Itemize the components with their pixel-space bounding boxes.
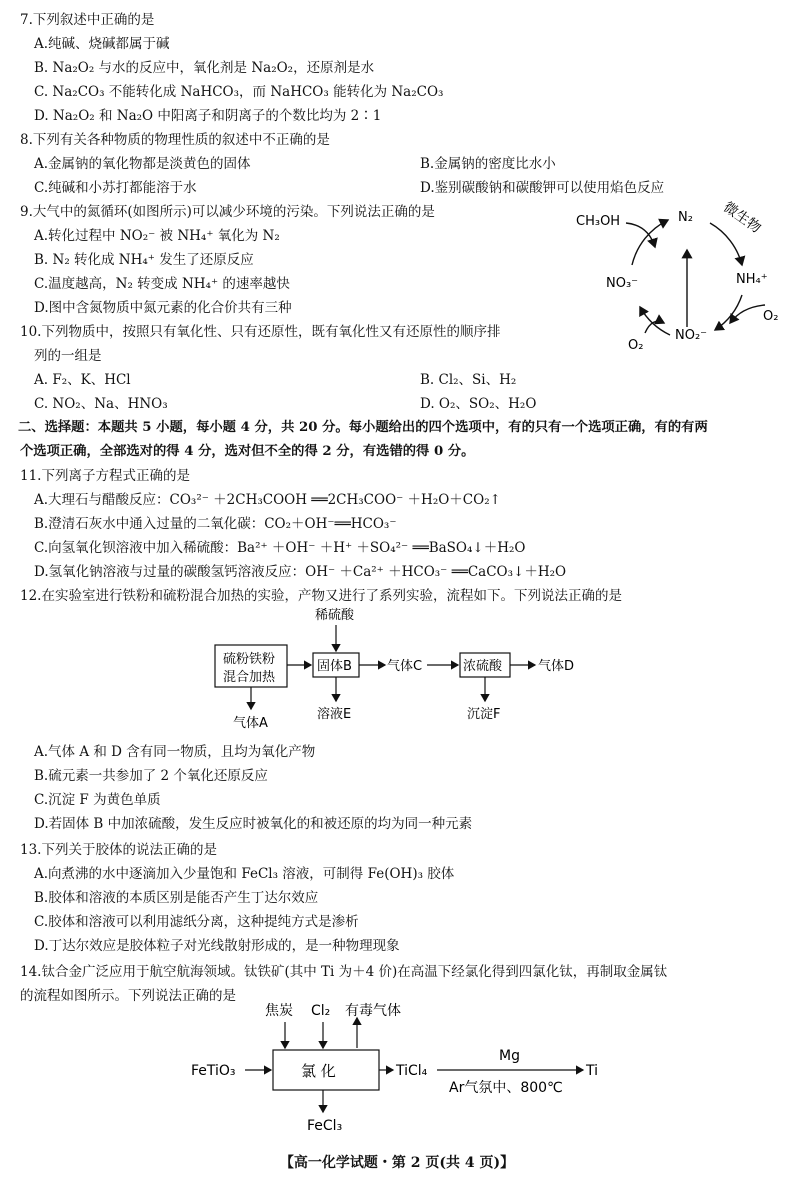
q11-option-b: B.澄清石灰水中通入过量的二氧化碳：CO₂＋OH⁻══HCO₃⁻ — [34, 516, 397, 532]
page-footer: 【高一化学试题・第 2 页(共 4 页)】 — [279, 1155, 515, 1171]
label-box1-line1: 硫粉铁粉 — [223, 652, 276, 667]
q14-stem-line1: 14.钛合金广泛应用于航空航海领域。钛铁矿(其中 Ti 为＋4 价)在高温下经氯化得到四氯化钛，再制取金属钛 — [20, 964, 668, 980]
q10-option-a: A. F₂、K、HCl — [34, 372, 131, 388]
label-precip-f: 沉淀F — [467, 707, 501, 722]
q8-option-b: B.金属钠的密度比水小 — [420, 156, 556, 172]
label-ti: Ti — [586, 1063, 599, 1079]
q11-option-c: C.向氢氧化钡溶液中加入稀硫酸：Ba²⁺ ＋OH⁻ ＋H⁺ ＋SO₄²⁻ ══BaSO₄↓＋H₂O — [34, 540, 526, 556]
q8-stem: 8.下列有关各种物质的物理性质的叙述中不正确的是 — [20, 132, 330, 148]
q10-option-b: B. Cl₂、Si、H₂ — [420, 372, 517, 388]
label-nh4: NH₄⁺ — [736, 272, 768, 287]
q10-stem-line1: 10.下列物质中，按照只有氧化性、只有还原性，既有氧化性又有还原性的顺序排 — [20, 324, 501, 340]
nitrogen-cycle-diagram — [560, 195, 790, 355]
q9-option-b: B. N₂ 转化成 NH₄⁺ 发生了还原反应 — [34, 252, 254, 268]
q9-stem: 9.大气中的氮循环(如图所示)可以减少环境的污染。下列说法正确的是 — [20, 204, 435, 220]
label-coke: 焦炭 — [265, 1003, 293, 1019]
q13-option-b: B.胶体和溶液的本质区别是能否产生丁达尔效应 — [34, 890, 319, 906]
section2-instructions-line2: 个选项正确，全部选对的得 4 分，选对但不全的得 2 分，有选错的得 0 分。 — [20, 444, 475, 459]
label-dilute-acid: 稀硫酸 — [315, 608, 355, 623]
q10-option-c: C. NO₂、Na、HNO₃ — [34, 396, 168, 412]
titanium-flowchart — [185, 998, 615, 1138]
label-ticl4: TiCl₄ — [396, 1063, 428, 1079]
q13-stem: 13.下列关于胶体的说法正确的是 — [20, 842, 217, 858]
label-no3: NO₃⁻ — [606, 276, 639, 291]
label-chlorination: 氯 化 — [301, 1062, 336, 1080]
q12-stem: 12.在实验室进行铁粉和硫粉混合加热的实验，产物又进行了系列实验，流程如下。下列说法正确的是 — [20, 588, 622, 604]
q12-option-d: D.若固体 B 中加浓硫酸，发生反应时被氧化的和被还原的均为同一种元素 — [34, 816, 473, 832]
q7-option-a: A.纯碱、烧碱都属于碱 — [34, 36, 170, 52]
label-no2: NO₂⁻ — [675, 328, 708, 343]
label-ch3oh: CH₃OH — [576, 214, 621, 229]
q13-option-c: C.胶体和溶液可以利用滤纸分离，这种提纯方式是渗析 — [34, 914, 359, 930]
q7-option-b: B. Na₂O₂ 与水的反应中，氧化剂是 Na₂O₂，还原剂是水 — [34, 60, 375, 76]
q8-option-d: D.鉴别碳酸钠和碳酸钾可以使用焰色反应 — [420, 180, 665, 196]
arrow-o2-right-in — [730, 305, 765, 323]
arc-no3-to-n2 — [632, 220, 668, 265]
q7-stem: 7.下列叙述中正确的是 — [20, 12, 155, 28]
label-microbe: 微生物 — [720, 199, 764, 237]
label-cl2: Cl₂ — [311, 1003, 331, 1019]
q12-option-c: C.沉淀 F 为黄色单质 — [34, 792, 161, 808]
label-o2-left: O₂ — [628, 338, 644, 353]
q14-stem-line2: 的流程如图所示。下列说法正确的是 — [20, 988, 236, 1004]
label-fetio3: FeTiO₃ — [191, 1063, 236, 1079]
q11-stem: 11.下列离子方程式正确的是 — [20, 468, 190, 484]
q8-option-a: A.金属钠的氧化物都是淡黄色的固体 — [34, 156, 251, 172]
q9-option-d: D.图中含氮物质中氮元素的化合价共有三种 — [34, 300, 292, 316]
label-gas-c: 气体C — [387, 659, 423, 674]
label-solid-b: 固体B — [317, 659, 352, 674]
q12-option-b: B.硫元素一共参加了 2 个氧化还原反应 — [34, 768, 268, 784]
label-condition: Ar气氛中、800℃ — [449, 1080, 563, 1096]
label-gas-d: 气体D — [538, 659, 575, 674]
arrow-ch3oh-in — [626, 223, 655, 247]
arc-nh4-to-no2 — [715, 295, 742, 330]
arc-no2-to-no3 — [640, 307, 670, 335]
q9-option-a: A.转化过程中 NO₂⁻ 被 NH₄⁺ 氧化为 N₂ — [34, 228, 280, 244]
section2-instructions-line1: 二、选择题：本题共 5 小题，每小题 4 分，共 20 分。每小题给出的四个选项中，有的只有一个选项正确，有的有两 — [18, 420, 708, 435]
label-mg: Mg — [499, 1048, 520, 1064]
label-toxic-gas: 有毒气体 — [345, 1003, 401, 1019]
iron-sulfur-flowchart — [205, 605, 595, 735]
arrow-o2-left-in — [645, 321, 664, 333]
q11-option-a: A.大理石与醋酸反应：CO₃²⁻ ＋2CH₃COOH ══2CH₃COO⁻ ＋H₂O＋CO₂↑ — [34, 492, 501, 508]
label-o2-right: O₂ — [763, 309, 779, 324]
label-solution-e: 溶液E — [317, 707, 352, 722]
q10-stem-line2: 列的一组是 — [34, 348, 102, 364]
q7-option-d: D. Na₂O₂ 和 Na₂O 中阳离子和阴离子的个数比均为 2∶1 — [34, 108, 382, 124]
q9-option-c: C.温度越高，N₂ 转变成 NH₄⁺ 的速率越快 — [34, 276, 290, 292]
label-gas-a: 气体A — [233, 716, 268, 731]
label-fecl3: FeCl₃ — [307, 1118, 343, 1134]
q10-option-d: D. O₂、SO₂、H₂O — [420, 396, 537, 412]
arc-n2-to-nh4 — [710, 223, 742, 265]
label-n2: N₂ — [678, 210, 693, 225]
q13-option-d: D.丁达尔效应是胶体粒子对光线散射形成的，是一种物理现象 — [34, 938, 400, 954]
q8-option-c: C.纯碱和小苏打都能溶于水 — [34, 180, 197, 196]
label-conc-acid: 浓硫酸 — [463, 659, 503, 674]
q11-option-d: D.氢氧化钠溶液与过量的碳酸氢钙溶液反应：OH⁻ ＋Ca²⁺ ＋HCO₃⁻ ══CaCO₃↓＋H₂O — [34, 564, 567, 580]
q7-option-c: C. Na₂CO₃ 不能转化成 NaHCO₃，而 NaHCO₃ 能转化为 Na₂CO₃ — [34, 84, 444, 100]
label-box1-line2: 混合加热 — [223, 670, 276, 685]
q13-option-a: A.向煮沸的水中逐滴加入少量饱和 FeCl₃ 溶液，可制得 Fe(OH)₃ 胶体 — [34, 866, 455, 882]
q12-option-a: A.气体 A 和 D 含有同一物质，且均为氧化产物 — [34, 744, 316, 760]
